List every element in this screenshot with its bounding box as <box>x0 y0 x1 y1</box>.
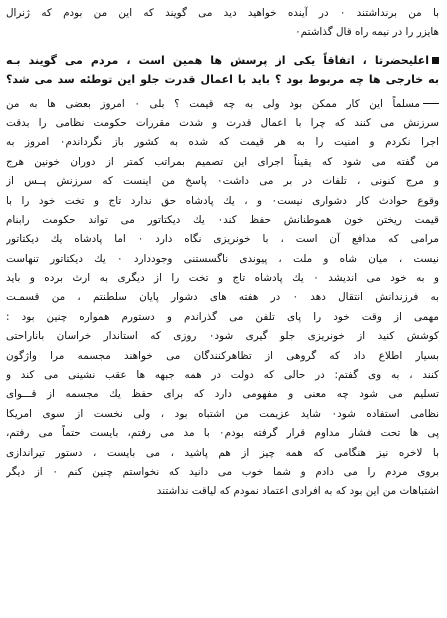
answer-line: قیمت ریختن خون هموطنانش حفظ کند۰ یك دیکتاتور می تواند حکومت رابنام <box>6 213 439 226</box>
answer-line: اجرا نکردم و امنیت را به هر قیمت که شده به کشور باز نگرداندم۰ امروز به <box>6 136 439 149</box>
text-line: با من برنداشتند ۰ در آینده خواهید دید می گویند که این من بودم که ژنرال <box>6 7 439 19</box>
answer-line: اشتباهات من این بود که به افرادی اعتماد نمودم که لیاقت نداشتند <box>156 485 439 498</box>
answer-line: نیست ، میان شاه و ملت ، پیوندی ناگسستنی وجوددارد ۰ یك دیکتاتور تنهاست <box>6 252 439 265</box>
answer-line: و به خود می اندیشد ۰ یك پادشاه تاج و تخت را از دیگری به ارث برده و باید <box>6 272 439 285</box>
answer-line: بسیار اطلاع داد که گروهی از تظاهرکنندگان می خواهند مجسمه مرا واژگون <box>6 349 439 362</box>
answer-line: من گفته می شود که یقیناً اجرای این تصمیم بمراتب کمتر از دوران خونین هرج <box>6 155 439 168</box>
answer-line: مرامی که مدافع آن است ، با خونریزی نگاه دارد ۰ اما پادشاه یك دیکتاتور <box>6 233 439 246</box>
question-line: به خارجی ها چه مربوط بود ؟ باید با اعمال قدرت جلو این توطئه سد می شد؟ <box>6 73 439 87</box>
answer-line: وقوع حوادث کار دشواری نیست۰ و ، یك پادشاه حق ندارد تاج و تخت خود را با <box>6 194 439 207</box>
answer-line: با لاخره نیز هنگامی که همه چیز از هم پاشید ، می بایست ، دستور تیراندازی <box>6 446 439 459</box>
dash-icon <box>423 103 439 104</box>
answer-line: کنند ، به وی گفتم: در حالی که دولت در همه جبهه ها عقب نشینی می کند و <box>6 369 439 382</box>
answer-line: نظامی استفاده شود۰ شاید عزیمت من اشتباه بود ، ولی نخست از سوی امریکا <box>6 407 439 420</box>
answer-paragraph <box>6 95 439 502</box>
answer-line: کوشش کنید از خونریزی جلو گیری شود۰ روزی که استاندار خراسان باناراحتی <box>6 330 439 343</box>
answer-line: مهمی از وقت خود را پای تلفن می گذراندم و دستورم همواره چنین بود : <box>6 310 439 323</box>
answer-line: مسلماً این کار ممکن بود ولی به چه قیمت ؟ بلی ۰ امروز بعضی ها به من <box>6 95 439 114</box>
answer-line: به فرزندانش انتقال دهد ۰ در هفته های دشوار پایان سلطنتم ، من قسمـت <box>6 291 439 304</box>
square-bullet-icon <box>432 57 439 64</box>
question-paragraph <box>6 51 439 90</box>
answer-line: بروی مردم را می دادم و شما خوب می دانید که نخواستم چنین کنم ۰ از دیگر <box>6 465 439 478</box>
answer-line: تسلیم می شود چه معنی و مفهومی دارد که برای حفظ یك مجسمه از قـــوای <box>6 388 439 401</box>
answer-line: و مرج کنونی ، تلفات در بر می داشت۰ پاسخ من اینست که سرزنش پــس از <box>6 175 439 188</box>
question-line: اعلیحضرتا ، اتفاقاً یکی از پرسش ها همین است ، مردم می گویند بـه <box>6 51 439 70</box>
answer-line: پی ها تحت فشار مداوم قرار گرفته بودم۰ با مد می رفتم، بایست حتماً می رفتم، <box>6 427 439 440</box>
intro-paragraph <box>6 4 439 43</box>
text-line: هایزر را در نیمه راه قال گذاشتم۰ <box>295 26 439 39</box>
answer-line: سرزنش می کنند که چرا با اعمال قدرت و شدت مقررات حکومت نظامی را بدقت <box>6 116 439 129</box>
